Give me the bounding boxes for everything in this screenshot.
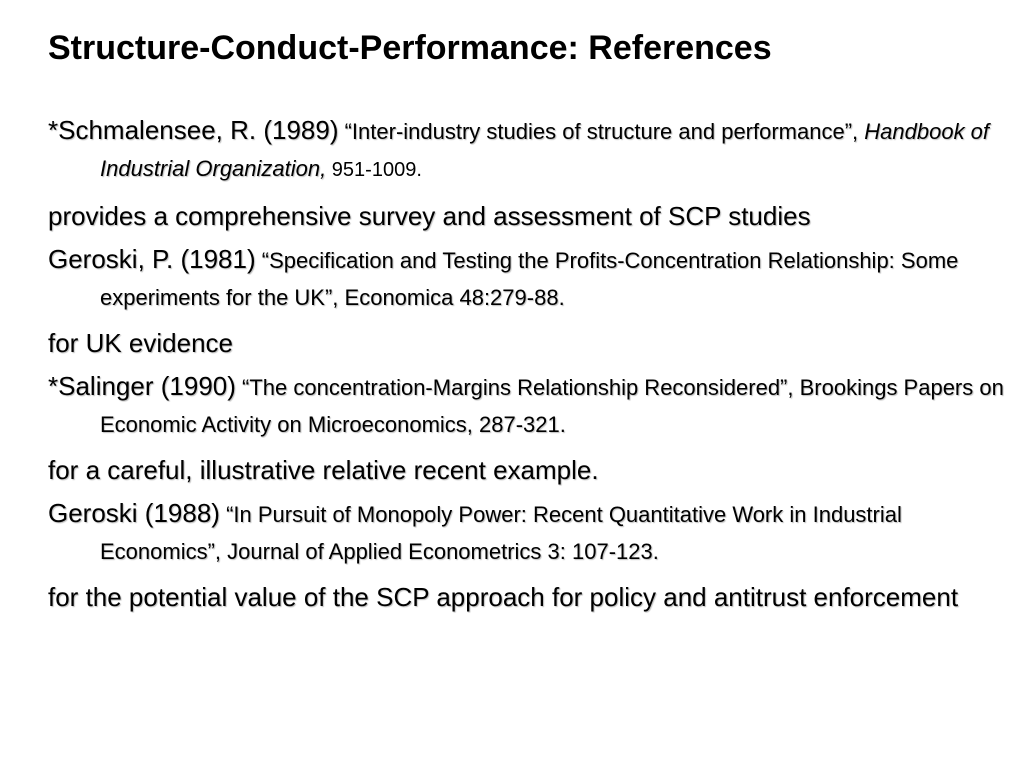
reference-note-schmalensee: provides a comprehensive survey and assessment of SCP studies [48, 201, 811, 231]
reference-author: Geroski (1988) [48, 498, 220, 528]
reference-author: *Schmalensee, R. (1989) [48, 115, 339, 145]
reference-schmalensee [48, 112, 1018, 189]
reference-title: “In Pursuit of Monopoly Power: Recent Quantitative Work in Industrial Economics”, Journal of Applied Econometrics 3: 107-123. [100, 502, 902, 564]
reference-geroski-1988 [48, 495, 1018, 572]
reference-note-geroski-1981: for UK evidence [48, 328, 233, 358]
reference-pages: 951-1009. [326, 159, 422, 181]
references-body [48, 112, 1018, 620]
reference-author: Geroski, P. (1981) [48, 244, 256, 274]
reference-source: Handbook of Industrial Organization, [100, 119, 990, 181]
reference-note-salinger: for a careful, illustrative relative recent example. [48, 455, 599, 485]
reference-note-geroski-1988: for the potential value of the SCP approach for policy and antitrust enforcement [48, 582, 959, 612]
reference-geroski-1981 [48, 241, 1018, 318]
slide-title: Structure-Conduct-Performance: References [48, 29, 772, 67]
reference-title: “Specification and Testing the Profits-Concentration Relationship: Some experiments for the UK”, Economica 48:279-88. [100, 248, 959, 310]
reference-salinger [48, 368, 1018, 445]
reference-author: *Salinger (1990) [48, 371, 236, 401]
reference-title: “Inter-industry studies of structure and performance”, [338, 119, 865, 144]
reference-title: “The concentration-Margins Relationship Reconsidered”, Brookings Papers on Economic Activity on Microeconomics, 287-321. [100, 375, 1004, 437]
